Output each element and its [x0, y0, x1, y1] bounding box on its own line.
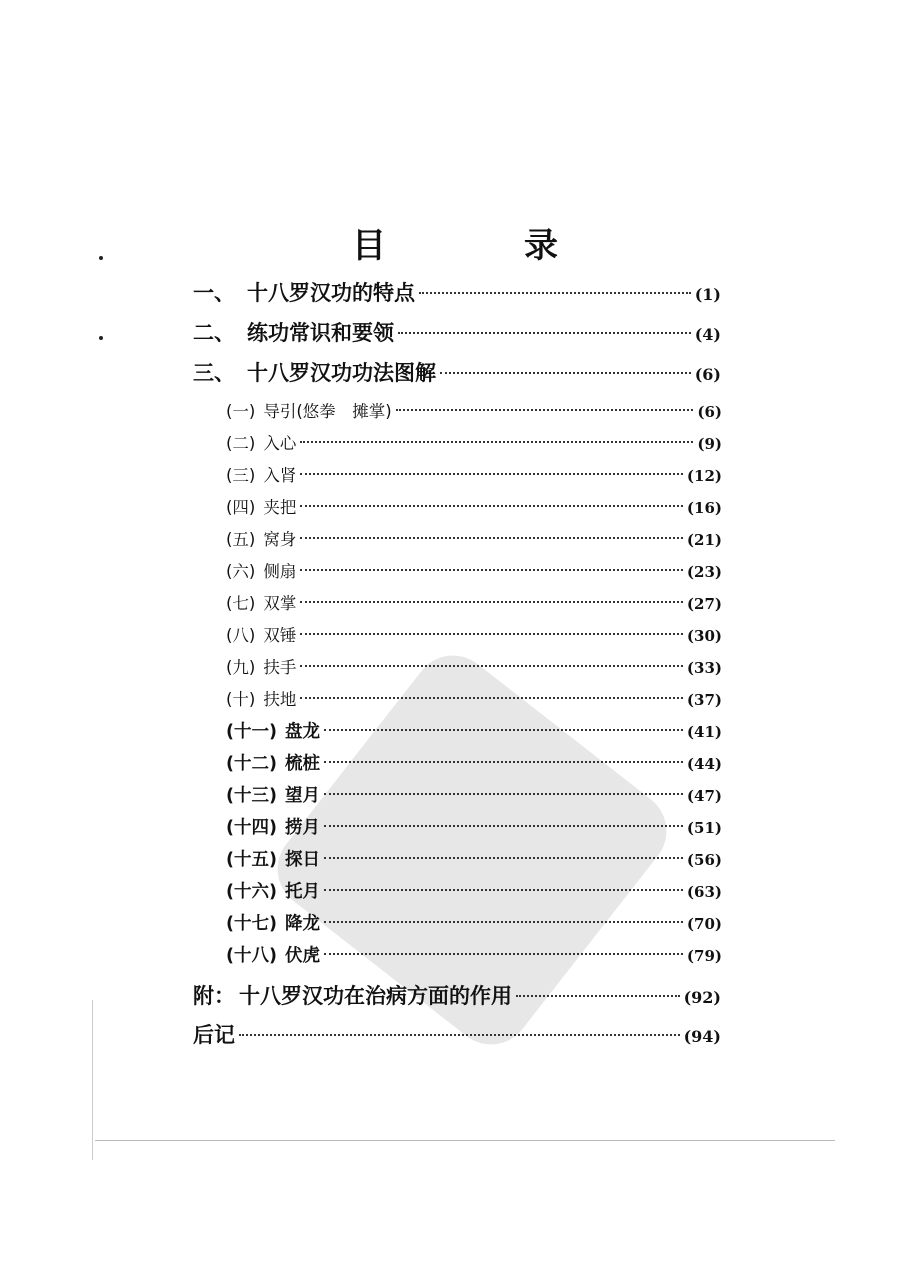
page-number: (21) [686, 531, 722, 549]
page-number: (41) [686, 723, 722, 741]
toc-appendix[interactable] [193, 980, 721, 1010]
toc-subsection-2[interactable] [226, 430, 722, 454]
toc-subsection-5[interactable] [226, 526, 722, 550]
leader-dots [324, 857, 683, 859]
section-number: 二、 [193, 321, 235, 345]
subsection-title: 伏虎 [285, 946, 320, 966]
subsection-title: 窝身 [263, 530, 297, 549]
toc-subsection-17[interactable] [226, 910, 722, 935]
section-title: 练功常识和要领 [247, 321, 394, 345]
subsection-title: 扶手 [263, 658, 297, 677]
leader-dots [324, 921, 683, 923]
page-number: (94) [683, 1027, 721, 1046]
leader-dots [516, 995, 680, 997]
page-number: (70) [686, 915, 722, 933]
leader-dots [300, 537, 683, 539]
leader-dots [300, 569, 683, 571]
toc-subsection-18[interactable] [226, 942, 722, 967]
page-number: (6) [694, 365, 721, 384]
toc-section-2[interactable] [193, 317, 721, 347]
page-number: (12) [686, 467, 722, 485]
toc-afterword[interactable] [193, 1019, 721, 1049]
leader-dots [398, 332, 691, 334]
subsection-number: (四) [226, 498, 256, 517]
leader-dots [440, 372, 691, 374]
subsection-title: 入肾 [263, 466, 297, 485]
subsection-number: (五) [226, 530, 256, 549]
toc-subsection-13[interactable] [226, 782, 722, 807]
page-number: (63) [686, 883, 722, 901]
appendix-label: 附： [193, 984, 235, 1008]
subsection-number: (九) [226, 658, 256, 677]
section-title: 十八罗汉功的特点 [247, 281, 415, 305]
subsection-number: (三) [226, 466, 256, 485]
scan-speck [99, 336, 103, 340]
leader-dots [324, 889, 683, 891]
toc-subsection-12[interactable] [226, 750, 722, 775]
page-title: 目 录 [352, 226, 610, 266]
toc-subsection-10[interactable] [226, 686, 722, 710]
toc-subsection-16[interactable] [226, 878, 722, 903]
subsection-title: 托月 [285, 882, 320, 902]
page-number: (1) [694, 285, 721, 304]
leader-dots [324, 761, 683, 763]
subsection-title: 盘龙 [285, 722, 320, 742]
subsection-title: 扶地 [263, 690, 297, 709]
subsection-number: (十二) [226, 754, 277, 774]
page-number: (44) [686, 755, 722, 773]
leader-dots [300, 441, 693, 443]
subsection-title: 侧扇 [263, 562, 297, 581]
subsection-number: (十七) [226, 914, 277, 934]
leader-dots [324, 793, 683, 795]
subsection-number: (六) [226, 562, 256, 581]
afterword-title: 后记 [193, 1023, 235, 1047]
subsection-title: 导引(悠拳 摊掌) [263, 402, 392, 421]
page-number: (6) [697, 403, 722, 421]
toc-subsection-9[interactable] [226, 654, 722, 678]
subsection-title: 捞月 [285, 818, 320, 838]
subsection-title: 双锤 [263, 626, 297, 645]
page-number: (56) [686, 851, 722, 869]
toc-subsection-14[interactable] [226, 814, 722, 839]
page-number: (9) [697, 435, 722, 453]
subsection-title: 夹把 [263, 498, 297, 517]
leader-dots [300, 665, 683, 667]
subsection-number: (十) [226, 690, 256, 709]
toc-subsection-6[interactable] [226, 558, 722, 582]
page-number: (23) [686, 563, 722, 581]
page-number: (79) [686, 947, 722, 965]
subsection-title: 入心 [263, 434, 297, 453]
section-number: 三、 [193, 361, 235, 385]
toc-subsection-15[interactable] [226, 846, 722, 871]
appendix-title: 十八罗汉功在治病方面的作用 [239, 984, 512, 1008]
subsection-title: 望月 [285, 786, 320, 806]
leader-dots [419, 292, 691, 294]
leader-dots [300, 473, 683, 475]
toc-section-1[interactable] [193, 277, 721, 307]
subsection-number: (七) [226, 594, 256, 613]
leader-dots [324, 825, 683, 827]
toc-subsection-3[interactable] [226, 462, 722, 486]
subsection-number: (一) [226, 402, 256, 421]
leader-dots [300, 633, 683, 635]
subsection-number: (十四) [226, 818, 277, 838]
scan-edge-line [92, 1000, 93, 1160]
subsection-number: (十八) [226, 946, 277, 966]
subsection-title: 降龙 [285, 914, 320, 934]
leader-dots [300, 505, 683, 507]
toc-subsection-7[interactable] [226, 590, 722, 614]
toc-section-3[interactable] [193, 357, 721, 387]
leader-dots [396, 409, 694, 411]
subsection-title: 双掌 [263, 594, 297, 613]
subsection-number: (十六) [226, 882, 277, 902]
page-number: (30) [686, 627, 722, 645]
toc-subsection-1[interactable] [226, 398, 722, 422]
page-number: (51) [686, 819, 722, 837]
subsection-number: (十三) [226, 786, 277, 806]
section-number: 一、 [193, 281, 235, 305]
subsection-number: (十五) [226, 850, 277, 870]
subsection-title: 探日 [285, 850, 320, 870]
subsection-number: (十一) [226, 722, 277, 742]
section-title: 十八罗汉功功法图解 [247, 361, 436, 385]
scan-bottom-line [95, 1140, 835, 1141]
toc-subsection-11[interactable] [226, 718, 722, 743]
leader-dots [300, 697, 683, 699]
page-number: (27) [686, 595, 722, 613]
leader-dots [300, 601, 683, 603]
page-number: (37) [686, 691, 722, 709]
leader-dots [239, 1034, 680, 1036]
page-number: (4) [694, 325, 721, 344]
leader-dots [324, 729, 683, 731]
page-number: (92) [683, 988, 721, 1007]
subsection-title: 梳桩 [285, 754, 320, 774]
toc-subsection-8[interactable] [226, 622, 722, 646]
subsection-number: (八) [226, 626, 256, 645]
toc-subsection-4[interactable] [226, 494, 722, 518]
page-number: (47) [686, 787, 722, 805]
leader-dots [324, 953, 683, 955]
subsection-number: (二) [226, 434, 256, 453]
page-number: (33) [686, 659, 722, 677]
page-number: (16) [686, 499, 722, 517]
